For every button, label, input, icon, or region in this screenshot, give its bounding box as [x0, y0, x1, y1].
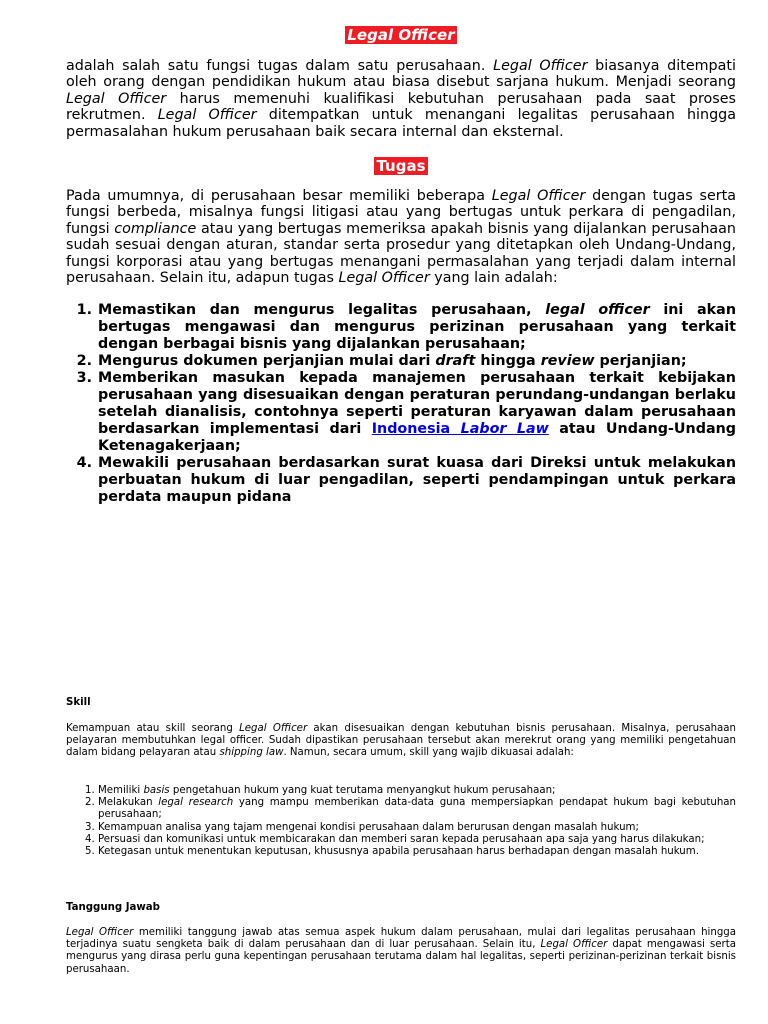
italic-text: draft [435, 353, 476, 369]
title-highlight: Legal Officer [347, 26, 455, 44]
title-legal-officer [66, 26, 736, 44]
italic-text: basis [143, 785, 170, 796]
italic-text: shipping law [219, 747, 284, 759]
skills-list [66, 785, 736, 858]
italic-text: Legal Officer [493, 58, 588, 74]
heading-tugas-highlight: Tugas [376, 157, 426, 175]
task-item: 4. Mewakili perusahaan berdasarkan surat kuasa dari Direksi untuk melakukan perbuatan hukum di luar pengadilan, seperti pendampingan untuk perkara perdata maupun pidana [97, 455, 736, 506]
heading-skill: Skill [66, 697, 91, 708]
italic-text: Legal Officer [239, 723, 308, 734]
italic-text: compliance [114, 220, 197, 237]
tanggung-jawab-paragraph: Legal Officer memiliki tanggung jawab atas semua aspek hukum dalam perusahaan, mulai dari legalitas perusahaan hingga terjadinya suatu sengketa baik di dalam perusahaan dan di luar perusahaan. Selain itu, Legal Officer dapat mengawasi serta mengurus yang dirasa perlu guna kepentingan perusahaan terutama dalam hal legalitas, seperti perizinan-perizinan terkait bisnis perusahaan. [66, 927, 736, 975]
task-item: 1. Memastikan dan mengurus legalitas perusahaan, legal officer ini akan bertugas mengawasi dan mengurus perizinan perusahaan yang terkait dengan berbagai bisnis yang dijalankan perusahaan; [97, 302, 736, 353]
italic-text: legal officer [545, 302, 650, 318]
skill-item: 1. Memiliki basis pengetahuan hukum yang kuat terutama menyangkut hukum perusahaan; [98, 785, 736, 797]
intro-paragraph: adalah salah satu fungsi tugas dalam satu perusahaan. Legal Officer biasanya ditempati oleh orang dengan pendidikan hukum atau biasa disebut sarjana hukum. Menjadi seorang Legal Officer harus memenuhi kualifikasi kebutuhan perusahaan pada saat proses rekrutmen. Legal Officer ditempatkan untuk menangani legalitas perusahaan hingga permasalahan hukum perusahaan baik secara internal dan eksternal. [66, 58, 737, 140]
skill-item: 2. Melakukan legal research yang mampu memberikan data-data guna mempersiapkan pendapat hukum bagi kebutuhan perusahaan; [98, 797, 736, 821]
tasks-list [66, 302, 736, 506]
task-item: 3. Memberikan masukan kepada manajemen perusahaan terkait kebijakan perusahaan yang disesuaikan dengan peraturan perundang-undangan berlaku setelah dianalisis, contohnya seperti peraturan karyawan dalam perusahaan berdasarkan implementasi dari Indonesia Labor Law atau Undang-Undang Ketenagakerjaan; [97, 370, 736, 455]
italic-text: legal research [158, 797, 234, 809]
italic-text: Legal Officer [66, 927, 134, 938]
labor-law-link[interactable]: Labor Law [460, 421, 549, 437]
italic-text: Legal Officer [157, 107, 257, 124]
italic-text: Legal Officer [491, 188, 586, 204]
task-item: 2. Mengurus dokumen perjanjian mulai dari draft hingga review perjanjian; [97, 353, 736, 370]
italic-text: review [540, 353, 595, 369]
tugas-paragraph: Pada umumnya, di perusahaan besar memiliki beberapa Legal Officer dengan tugas serta fungsi berbeda, misalnya fungsi litigasi atau yang bertugas untuk perkara di pengadilan, fungsi compliance atau yang bertugas memeriksa apakah bisnis yang dijalankan perusahaan sudah sesuai dengan aturan, standar serta prosedur yang ditetapkan oleh Undang-Undang, fungsi korporasi atau yang bertugas menangani permasalahan yang terjadi dalam internal perusahaan. Selain itu, adapun tugas Legal Officer yang lain adalah: [66, 188, 736, 287]
italic-text: Legal Officer [338, 270, 430, 287]
labor-law-link[interactable]: Indonesia [371, 421, 461, 437]
skill-item: 3. Kemampuan analisa yang tajam mengenai kondisi perusahaan dalam berurusan dengan masalah hukum; [98, 822, 736, 834]
heading-tugas [66, 157, 736, 175]
italic-text: Legal Officer [66, 90, 167, 107]
skill-item: 4. Persuasi dan komunikasi untuk membicarakan dan memberi saran kepada perusahaan apa saja yang harus dilakukan; [98, 834, 736, 846]
heading-tanggung-jawab: Tanggung Jawab [66, 902, 160, 913]
skill-item: 5. Ketegasan untuk menentukan keputusan, khususnya apabila perusahaan harus berhadapan dengan masalah hukum. [98, 846, 736, 858]
italic-text: Legal Officer [540, 939, 608, 951]
skill-paragraph: Kemampuan atau skill seorang Legal Officer akan disesuaikan dengan kebutuhan bisnis perusahaan. Misalnya, perusahaan pelayaran membutuhkan legal officer. Sudah dipastikan perusahaan tersebut akan merekrut orang yang memiliki pengetahuan dalam bidang pelayaran atau shipping law. Namun, secara umum, skill yang wajib dikuasai adalah: [66, 723, 736, 759]
